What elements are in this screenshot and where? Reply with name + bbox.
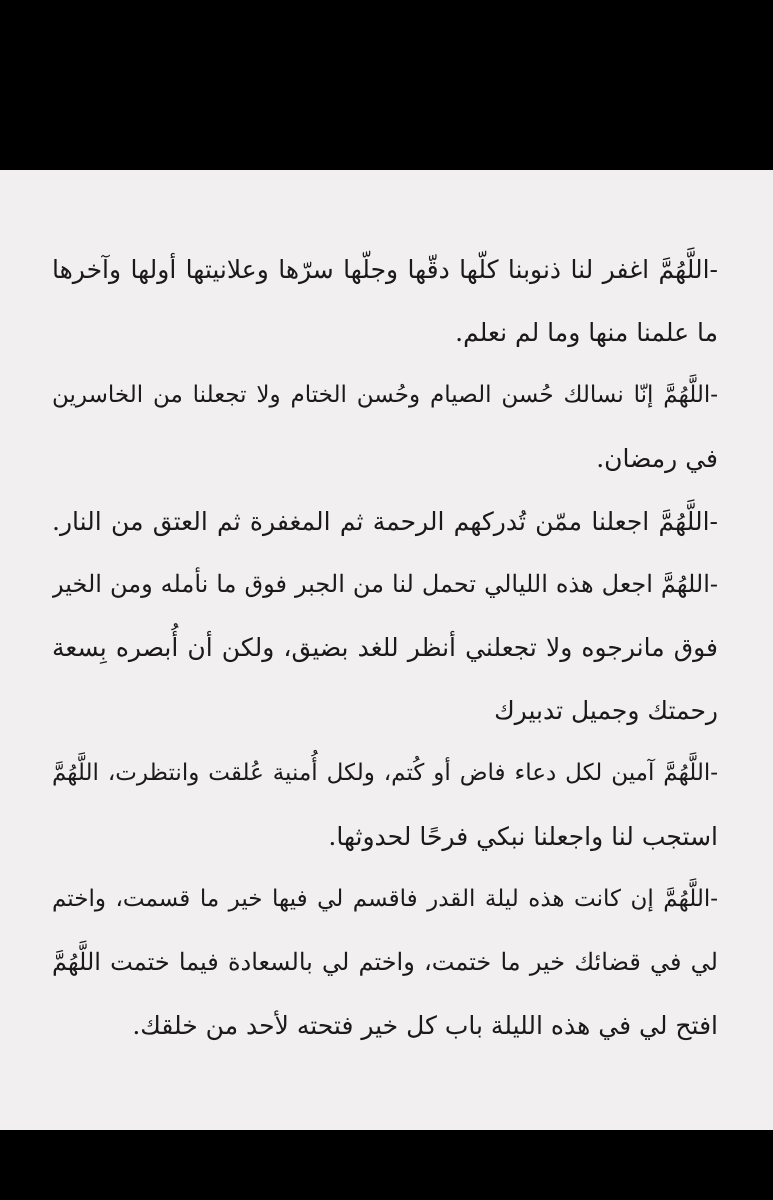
bottom-black-bar [0, 1130, 773, 1200]
text-line: فوق مانرجوه ولا تجعلني أنظر للغد بضيق، ولكن أن أُبصره بِسعة [52, 633, 718, 662]
text-line: ما علمنا منها وما لم نعلم. [455, 318, 718, 347]
text-line: -اللَّهُمَّ اجعلنا ممّن تُدركهم الرحمة ثم المغفرة ثم العتق من النار. [52, 507, 718, 536]
top-black-bar [0, 0, 773, 170]
text-line: رحمتك وجميل تدبيرك [494, 696, 718, 725]
text-line: استجب لنا واجعلنا نبكي فرحًا لحدوثها. [328, 822, 718, 851]
text-line: افتح لي في هذه الليلة باب كل خير فتحته لأحد من خلقك. [132, 1011, 718, 1040]
text-line: -اللَّهُمَّ اغفر لنا ذنوبنا كلّها دقّها وجلّها سرّها وعلانيتها أولها وآخرها [52, 255, 718, 284]
text-line: في رمضان. [596, 444, 718, 473]
text-line: لي في قضائك خير ما ختمت، واختم لي بالسعادة فيما ختمت اللَّهُمَّ [52, 948, 718, 976]
dua-text-block [52, 238, 718, 1057]
text-line: -اللهُمَّ اجعل هذه الليالي تحمل لنا من الجبر فوق ما نأمله ومن الخير [52, 570, 718, 598]
text-line: -اللَّهُمَّ آمين لكل دعاء فاض أو كُتم، ولكل أُمنية عُلقت وانتظرت، اللَّهُمَّ [52, 760, 718, 786]
text-line: -اللَّهُمَّ إنّا نسالك حُسن الصيام وحُسن الختام ولا تجعلنا من الخاسرين [52, 382, 718, 408]
text-line: -اللَّهُمَّ إن كانت هذه ليلة القدر فاقسم لي فيها خير ما قسمت، واختم [52, 886, 718, 912]
